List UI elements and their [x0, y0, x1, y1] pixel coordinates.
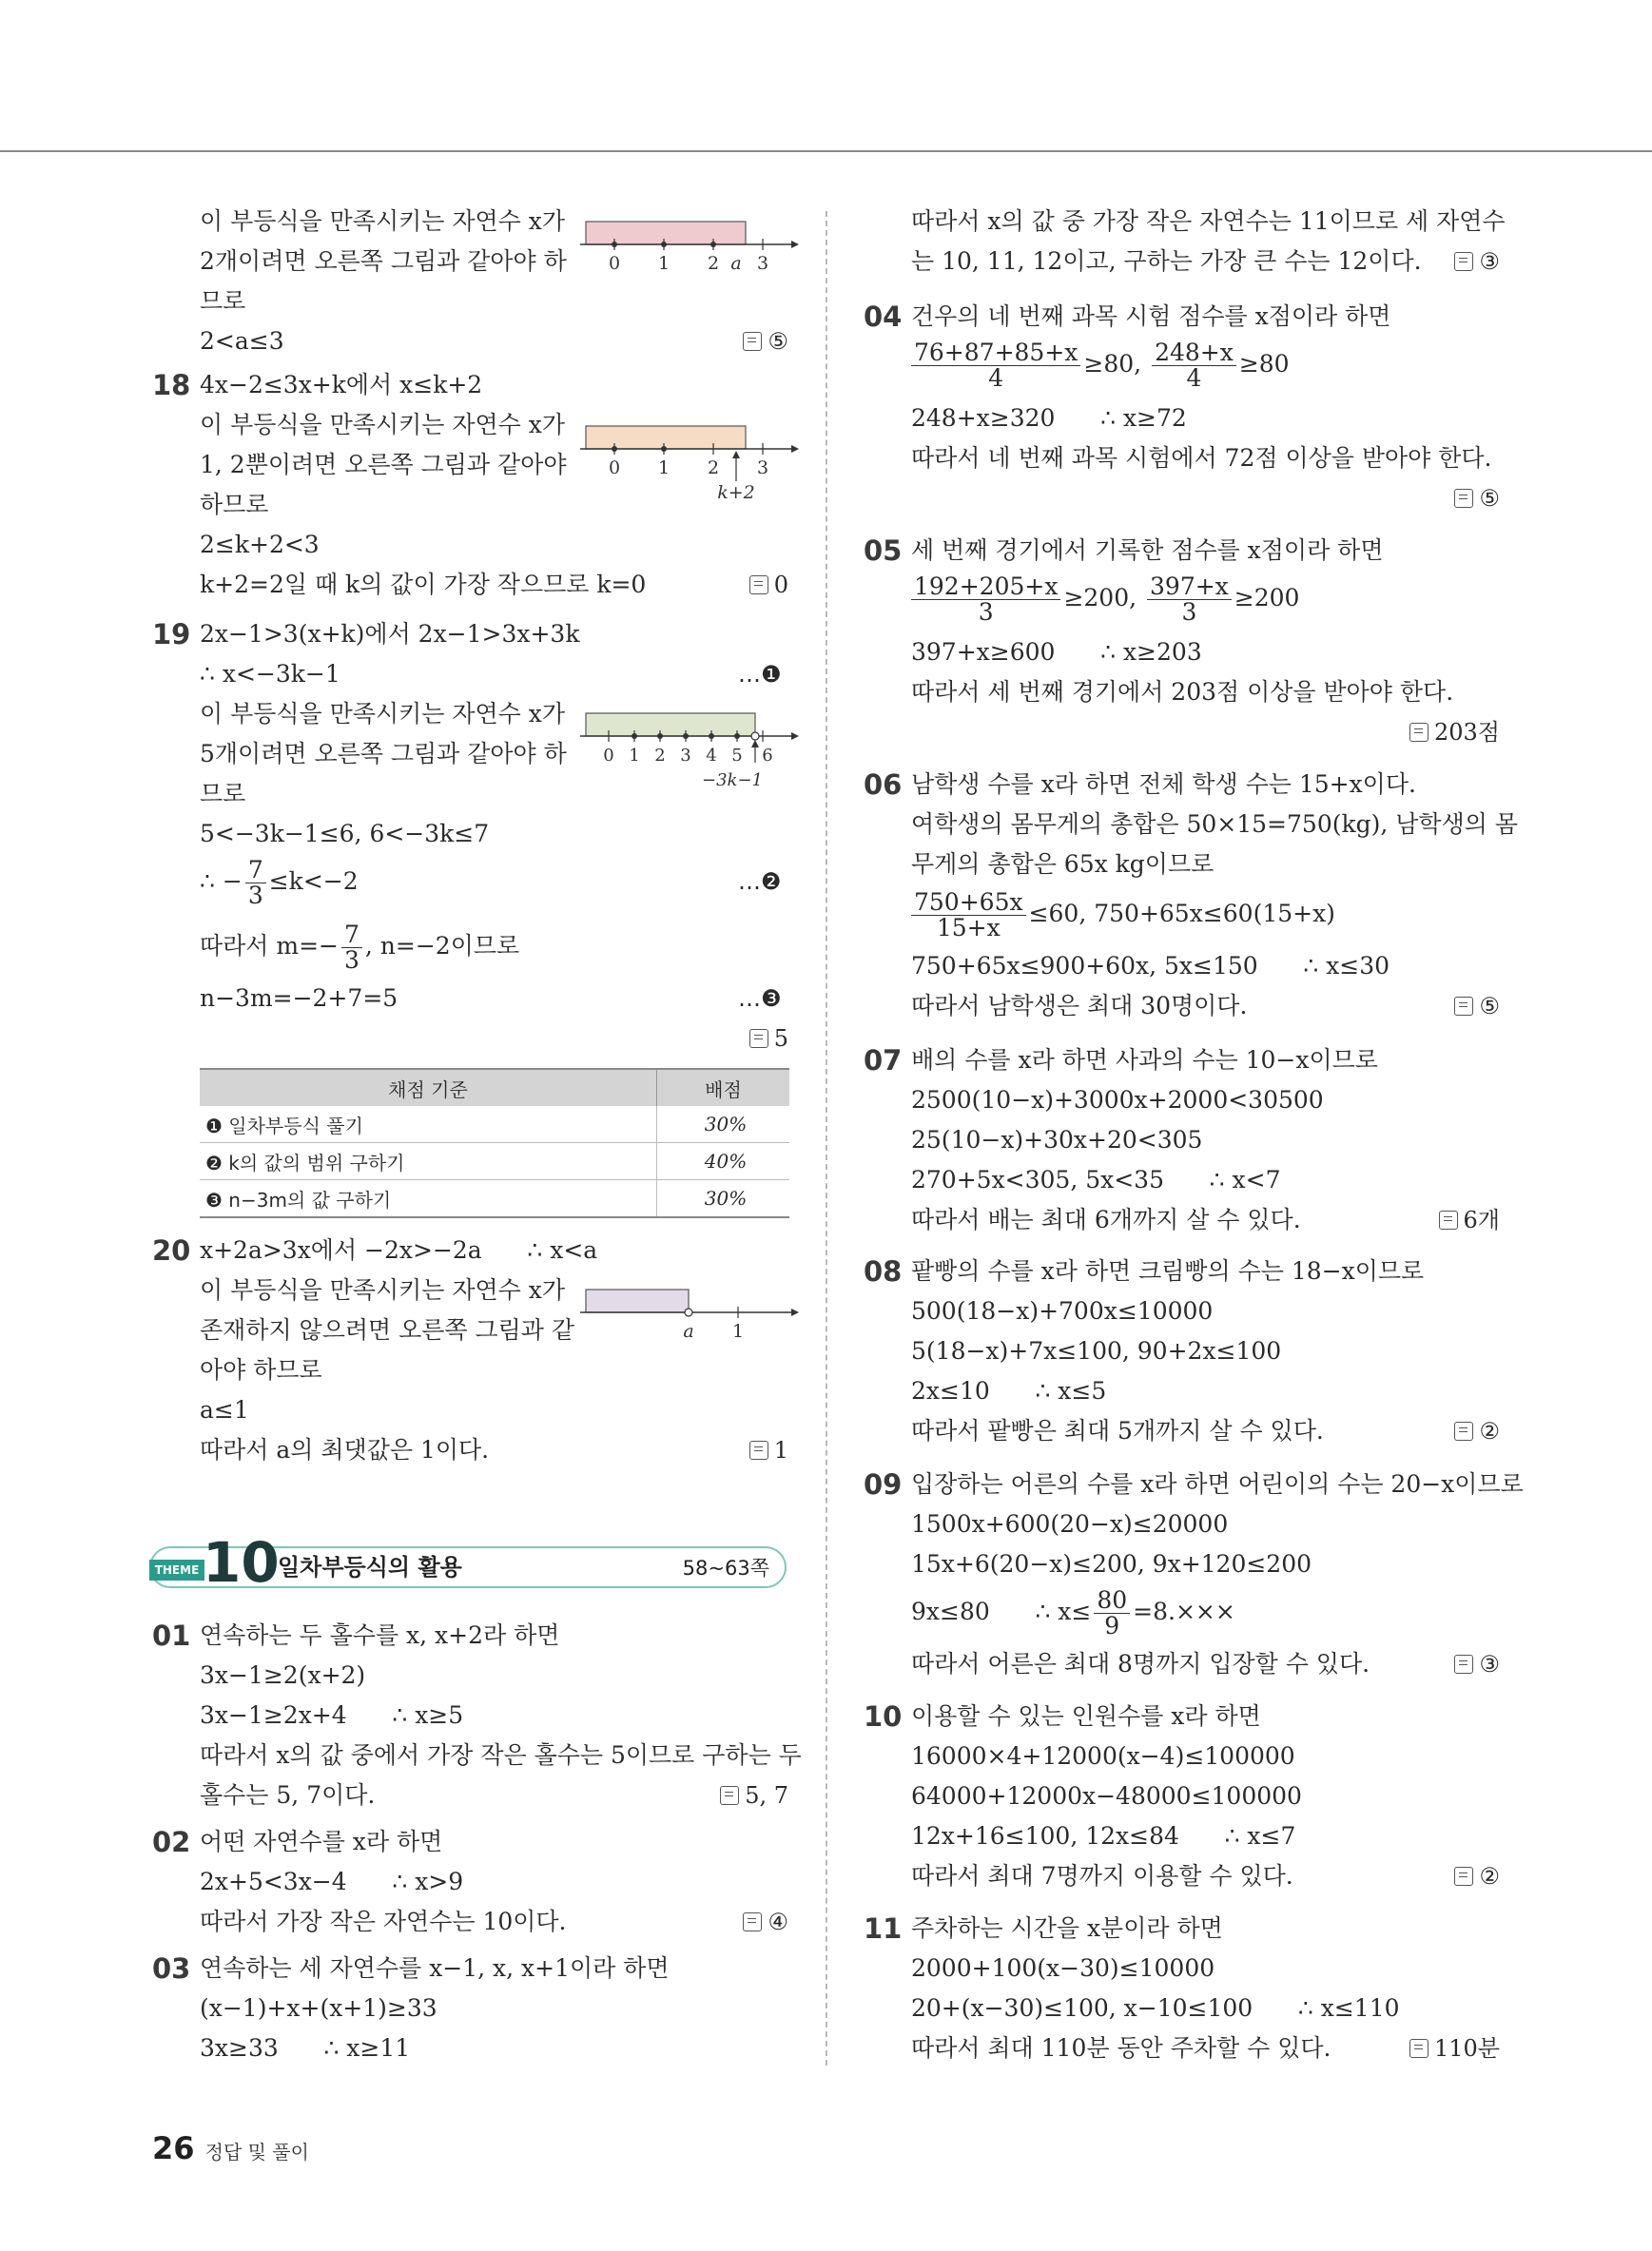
answer-icon [1439, 1211, 1458, 1230]
tick-label: a [730, 253, 742, 274]
text-line: 홀수는 5, 7이다. [200, 1781, 376, 1809]
text-line: 64000+12000x−48000≤100000 [911, 1782, 1302, 1810]
text-line: 따라서 세 번째 경기에서 203점 이상을 받아야 한다. [911, 678, 1454, 706]
tick-label: 2 [654, 746, 666, 766]
text-line: 1, 2뿐이려면 오른쪽 그림과 같아야 [200, 451, 567, 478]
header-rule [0, 150, 1652, 152]
text-line: $\frac{76+87+85+x}{4}$ ≥80, $\frac{248+x}{4}$ ≥80 [908, 339, 1290, 391]
problem-number: 09 [864, 1468, 903, 1501]
number-line-1 [580, 214, 799, 277]
answer-02: ④ [743, 1908, 788, 1936]
text-line: 397+x≥600 ∴ x≥203 [911, 638, 1202, 666]
text-line: 따라서 네 번째 과목 시험에서 72점 이상을 받아야 한다. [911, 444, 1492, 472]
text-line: 이 부등식을 만족시키는 자연수 x가 [200, 700, 565, 728]
text-line: 25(10−x)+30x+20<305 [911, 1126, 1203, 1154]
problem-number: 01 [152, 1620, 191, 1652]
text-line: 500(18−x)+700x≤10000 [911, 1297, 1214, 1325]
answer-icon [749, 575, 768, 594]
answer-icon [1409, 2039, 1428, 2058]
table-cell: 30% [657, 1106, 790, 1143]
text-line: 므로 [200, 780, 246, 807]
text-line: 2000+100(x−30)≤10000 [911, 1954, 1215, 1982]
text-line: 따라서 x의 값 중에서 가장 작은 홀수는 5이므로 구하는 두 [200, 1741, 802, 1769]
text-line: 여학생의 몸무게의 총합은 50×15=750(kg), 남학생의 몸 [911, 810, 1518, 838]
tick-label: 1 [731, 1321, 745, 1342]
theme-number: 10 [203, 1530, 280, 1595]
number-line-2 [580, 418, 799, 504]
table-cell: 40% [657, 1143, 790, 1180]
tick-label: 1 [629, 746, 640, 766]
page-number: 26 [152, 2130, 195, 2166]
problem-number: 06 [864, 768, 903, 801]
answer-icon [749, 1441, 768, 1460]
text-line: 건우의 네 번째 과목 시험 점수를 x점이라 하면 [911, 302, 1391, 330]
text-line: 2500(10−x)+3000x+2000<30500 [911, 1086, 1324, 1114]
text-line: 따라서 a의 최댓값은 1이다. [200, 1436, 490, 1464]
text-line: 12x+16≤100, 12x≤84 ∴ x≤7 [911, 1822, 1296, 1850]
text-line: 존재하지 않으려면 오른쪽 그림과 같 [200, 1316, 575, 1344]
text-line: a≤1 [200, 1396, 249, 1424]
text-line: $\frac{192+205+x}{3}$ ≥200, $\frac{397+x}{3}$ ≥200 [908, 572, 1299, 625]
column-divider [826, 211, 827, 2066]
answer-18: 0 [749, 571, 788, 599]
answer-06: ⑤ [1454, 992, 1500, 1020]
text-line: 2개이려면 오른쪽 그림과 같아야 하 [200, 247, 567, 275]
number-line-4 [580, 1282, 799, 1345]
text-line: 20+(x−30)≤100, x−10≤100 ∴ x≤110 [911, 1994, 1400, 2022]
text-line: (x−1)+x+(x+1)≥33 [200, 1994, 437, 2022]
text-line: 2<a≤3 [200, 327, 284, 355]
answer-07: 6개 [1439, 1206, 1500, 1234]
fraction: $\frac{192+205+x}{3}$ [911, 574, 1060, 625]
text-line: 배의 수를 x라 하면 사과의 수는 10−x이므로 [911, 1046, 1378, 1074]
text-line: 어떤 자연수를 x라 하면 [200, 1828, 443, 1855]
text-line: 따라서 가장 작은 자연수는 10이다. [200, 1908, 567, 1935]
answer-icon [1454, 1867, 1473, 1886]
answer-04: ⑤ [1454, 484, 1500, 513]
table-cell: ❸ n−3m의 값 구하기 [200, 1180, 657, 1218]
text-line: 주차하는 시간을 x분이라 하면 [911, 1914, 1223, 1942]
text-line: k+2=2일 때 k의 값이 가장 작으므로 k=0 [200, 571, 647, 598]
text-line: 따라서 팥빵은 최대 5개까지 살 수 있다. [911, 1417, 1324, 1445]
problem-number: 20 [152, 1234, 191, 1267]
text-line: 므로 [200, 287, 246, 315]
text-line: 9x≤80 ∴ x≤ $\frac{80}{9}$ =8.××× [911, 1586, 1235, 1640]
text-line: 248+x≥320 ∴ x≥72 [911, 404, 1187, 432]
text-line: 따라서 남학생은 최대 30명이다. [911, 992, 1248, 1019]
text-line: 270+5x<305, 5x<35 ∴ x<7 [911, 1166, 1281, 1193]
text-line: 연속하는 두 홀수를 x, x+2라 하면 [200, 1621, 560, 1649]
tick-label: 3 [680, 746, 691, 766]
answer-01: 5, 7 [720, 1781, 788, 1810]
answer-icon [1454, 1655, 1473, 1674]
text-line: 따라서 배는 최대 6개까지 살 수 있다. [911, 1206, 1301, 1233]
text-line: 이 부등식을 만족시키는 자연수 x가 [200, 1276, 565, 1304]
table-row [200, 1143, 789, 1180]
tick-label: 3 [756, 457, 769, 478]
problem-number: 05 [864, 534, 903, 567]
answer-icon [1454, 489, 1473, 508]
problem-number: 18 [152, 369, 191, 401]
shaded-region [586, 222, 746, 244]
fraction: $\frac{397+x}{3}$ [1147, 574, 1232, 625]
answer-05: 203점 [1409, 718, 1500, 747]
text-line: ∴ − $\frac{7}{3}$ ≤k<−2 [200, 856, 359, 909]
tick-label: 4 [706, 746, 717, 766]
problem-number: 03 [152, 1952, 191, 1985]
answer-icon [743, 1912, 762, 1931]
text-line: 따라서 최대 110분 동안 주차할 수 있다. [911, 2034, 1331, 2062]
text-line: 세 번째 경기에서 기록한 점수를 x점이라 하면 [911, 536, 1384, 564]
text-line: 2x+5<3x−4 ∴ x>9 [200, 1868, 464, 1895]
fraction: $\frac{750+65x}{15+x}$ [911, 890, 1026, 941]
text-line: 3x−1≥2(x+2) [200, 1661, 366, 1689]
text-line: 2x−1>3(x+k)에서 2x−1>3x+3k [200, 620, 580, 648]
text-line: 팥빵의 수를 x라 하면 크림빵의 수는 18−x이므로 [911, 1257, 1425, 1285]
answer-icon [1454, 252, 1473, 271]
problem-number: 08 [864, 1255, 903, 1288]
fraction: $\frac{7}{3}$ [341, 922, 362, 973]
text-line: 2≤k+2<3 [200, 531, 320, 558]
shaded-region [586, 1290, 689, 1312]
theme-tag: THEME [149, 1560, 204, 1581]
fraction: $\frac{76+87+85+x}{4}$ [911, 340, 1080, 391]
text-line: ∴ x<−3k−1 [200, 660, 340, 688]
scoring-table [200, 1068, 789, 1218]
table-header: 채점 기준 [200, 1069, 657, 1106]
text-line: x+2a>3x에서 −2x>−2a ∴ x<a [200, 1236, 598, 1264]
arrow-head [791, 241, 799, 248]
answer-09: ③ [1454, 1650, 1500, 1679]
text-line: 따라서 x의 값 중 가장 작은 자연수는 11이므로 세 자연수 [911, 207, 1506, 235]
problem-number: 11 [864, 1912, 903, 1945]
text-line: 무게의 총합은 65x kg이므로 [911, 850, 1215, 878]
answer-19: 5 [749, 1024, 788, 1053]
text-line: 는 10, 11, 12이고, 구하는 가장 큰 수는 12이다. [911, 247, 1422, 275]
text-line: 5(18−x)+7x≤100, 90+2x≤100 [911, 1337, 1282, 1365]
text-line: 따라서 m=− $\frac{7}{3}$ , n=−2이므로 [200, 921, 520, 974]
answer-icon [720, 1786, 739, 1805]
text-line: 이 부등식을 만족시키는 자연수 x가 [200, 207, 565, 235]
page-footer [152, 2130, 309, 2166]
problem-number: 02 [152, 1826, 191, 1858]
text-line: 750+65x≤900+60x, 5x≤150 ∴ x≤30 [911, 952, 1390, 980]
text-line: 3x−1≥2x+4 ∴ x≥5 [200, 1701, 464, 1729]
text-line: 1500x+600(20−x)≤20000 [911, 1510, 1229, 1538]
problem-number: 10 [864, 1700, 903, 1733]
answer-icon [1454, 997, 1473, 1016]
tick-label: 2 [707, 253, 720, 274]
table-cell: ❷ k의 값의 범위 구하기 [200, 1143, 657, 1180]
text-line: $\frac{750+65x}{15+x}$ ≤60, 750+65x≤60(15+x) [908, 888, 1335, 941]
text-line: 3x≥33 ∴ x≥11 [200, 2034, 411, 2062]
text-line: 연속하는 세 자연수를 x−1, x, x+1이라 하면 [200, 1954, 670, 1982]
text-line: 4x−2≤3x+k에서 x≤k+2 [200, 371, 483, 398]
text-line: 따라서 최대 7명까지 이용할 수 있다. [911, 1862, 1293, 1890]
tick-label: 3 [756, 253, 769, 274]
table-header: 배점 [657, 1069, 790, 1106]
answer-icon [1454, 1422, 1473, 1441]
fraction: $\frac{7}{3}$ [245, 858, 266, 908]
answer-10: ② [1454, 1862, 1500, 1891]
shaded-region [586, 713, 755, 736]
text-line: 이용할 수 있는 인원수를 x라 하면 [911, 1702, 1261, 1730]
answer-icon [749, 1029, 768, 1048]
answer-icon [1409, 723, 1428, 742]
tick-label: 0 [603, 746, 614, 766]
answer-icon [743, 332, 762, 351]
table-row [200, 1106, 789, 1143]
tick-label: 1 [657, 253, 671, 274]
text-line: 15x+6(20−x)≤200, 9x+120≤200 [911, 1550, 1312, 1578]
step-marker: …❶ [738, 661, 782, 688]
footer-title: 정답 및 풀이 [204, 2141, 309, 2164]
tick-label: 2 [707, 457, 720, 478]
table-cell: 30% [657, 1180, 790, 1218]
text-line: 입장하는 어른의 수를 x라 하면 어린이의 수는 20−x이므로 [911, 1470, 1524, 1498]
tick-label: 0 [608, 253, 621, 274]
answer-03: ③ [1454, 247, 1500, 276]
step-marker: …❷ [738, 868, 782, 895]
text-line: 남학생 수를 x라 하면 전체 학생 수는 15+x이다. [911, 770, 1416, 798]
theme-title: 일차부등식의 활용 [278, 1554, 462, 1581]
tick-label: k+2 [717, 482, 755, 503]
text-line: 하므로 [200, 491, 269, 518]
text-line: 아야 하므로 [200, 1356, 322, 1384]
shaded-region [586, 426, 746, 449]
answer-08: ② [1454, 1417, 1500, 1446]
step-marker: …❸ [738, 985, 782, 1012]
text-line: n−3m=−2+7=5 [200, 984, 398, 1012]
tick-label: 0 [608, 457, 621, 478]
text-line: 5<−3k−1≤6, 6<−3k≤7 [200, 820, 490, 847]
text-line: 2x≤10 ∴ x≤5 [911, 1377, 1107, 1405]
answer-11: 110분 [1409, 2034, 1500, 2063]
problem-number: 19 [152, 618, 191, 650]
problem-number: 04 [864, 301, 903, 333]
text-line: 이 부등식을 만족시키는 자연수 x가 [200, 411, 565, 438]
theme-pages: 58~63쪽 [682, 1557, 769, 1580]
text-line: 따라서 어른은 최대 8명까지 입장할 수 있다. [911, 1650, 1370, 1678]
tick-label: a [683, 1321, 694, 1342]
text-line: 16000×4+12000(x−4)≤100000 [911, 1742, 1295, 1770]
tick-label: 1 [657, 457, 671, 478]
fraction: $\frac{248+x}{4}$ [1152, 340, 1236, 391]
answer-20: 1 [749, 1436, 788, 1465]
theme-banner [149, 1530, 787, 1595]
table-row [200, 1180, 789, 1218]
problem-number: 07 [864, 1044, 903, 1077]
tick-label: −3k−1 [702, 770, 763, 790]
tick-label: 5 [731, 746, 743, 766]
table-cell: ❶ 일차부등식 풀기 [200, 1106, 657, 1143]
text-line: 5개이려면 오른쪽 그림과 같아야 하 [200, 740, 567, 767]
fraction: $\frac{80}{9}$ [1094, 1588, 1130, 1639]
answer-17: ⑤ [743, 327, 788, 356]
number-line-3 [580, 706, 799, 791]
tick-label: 6 [762, 746, 773, 766]
